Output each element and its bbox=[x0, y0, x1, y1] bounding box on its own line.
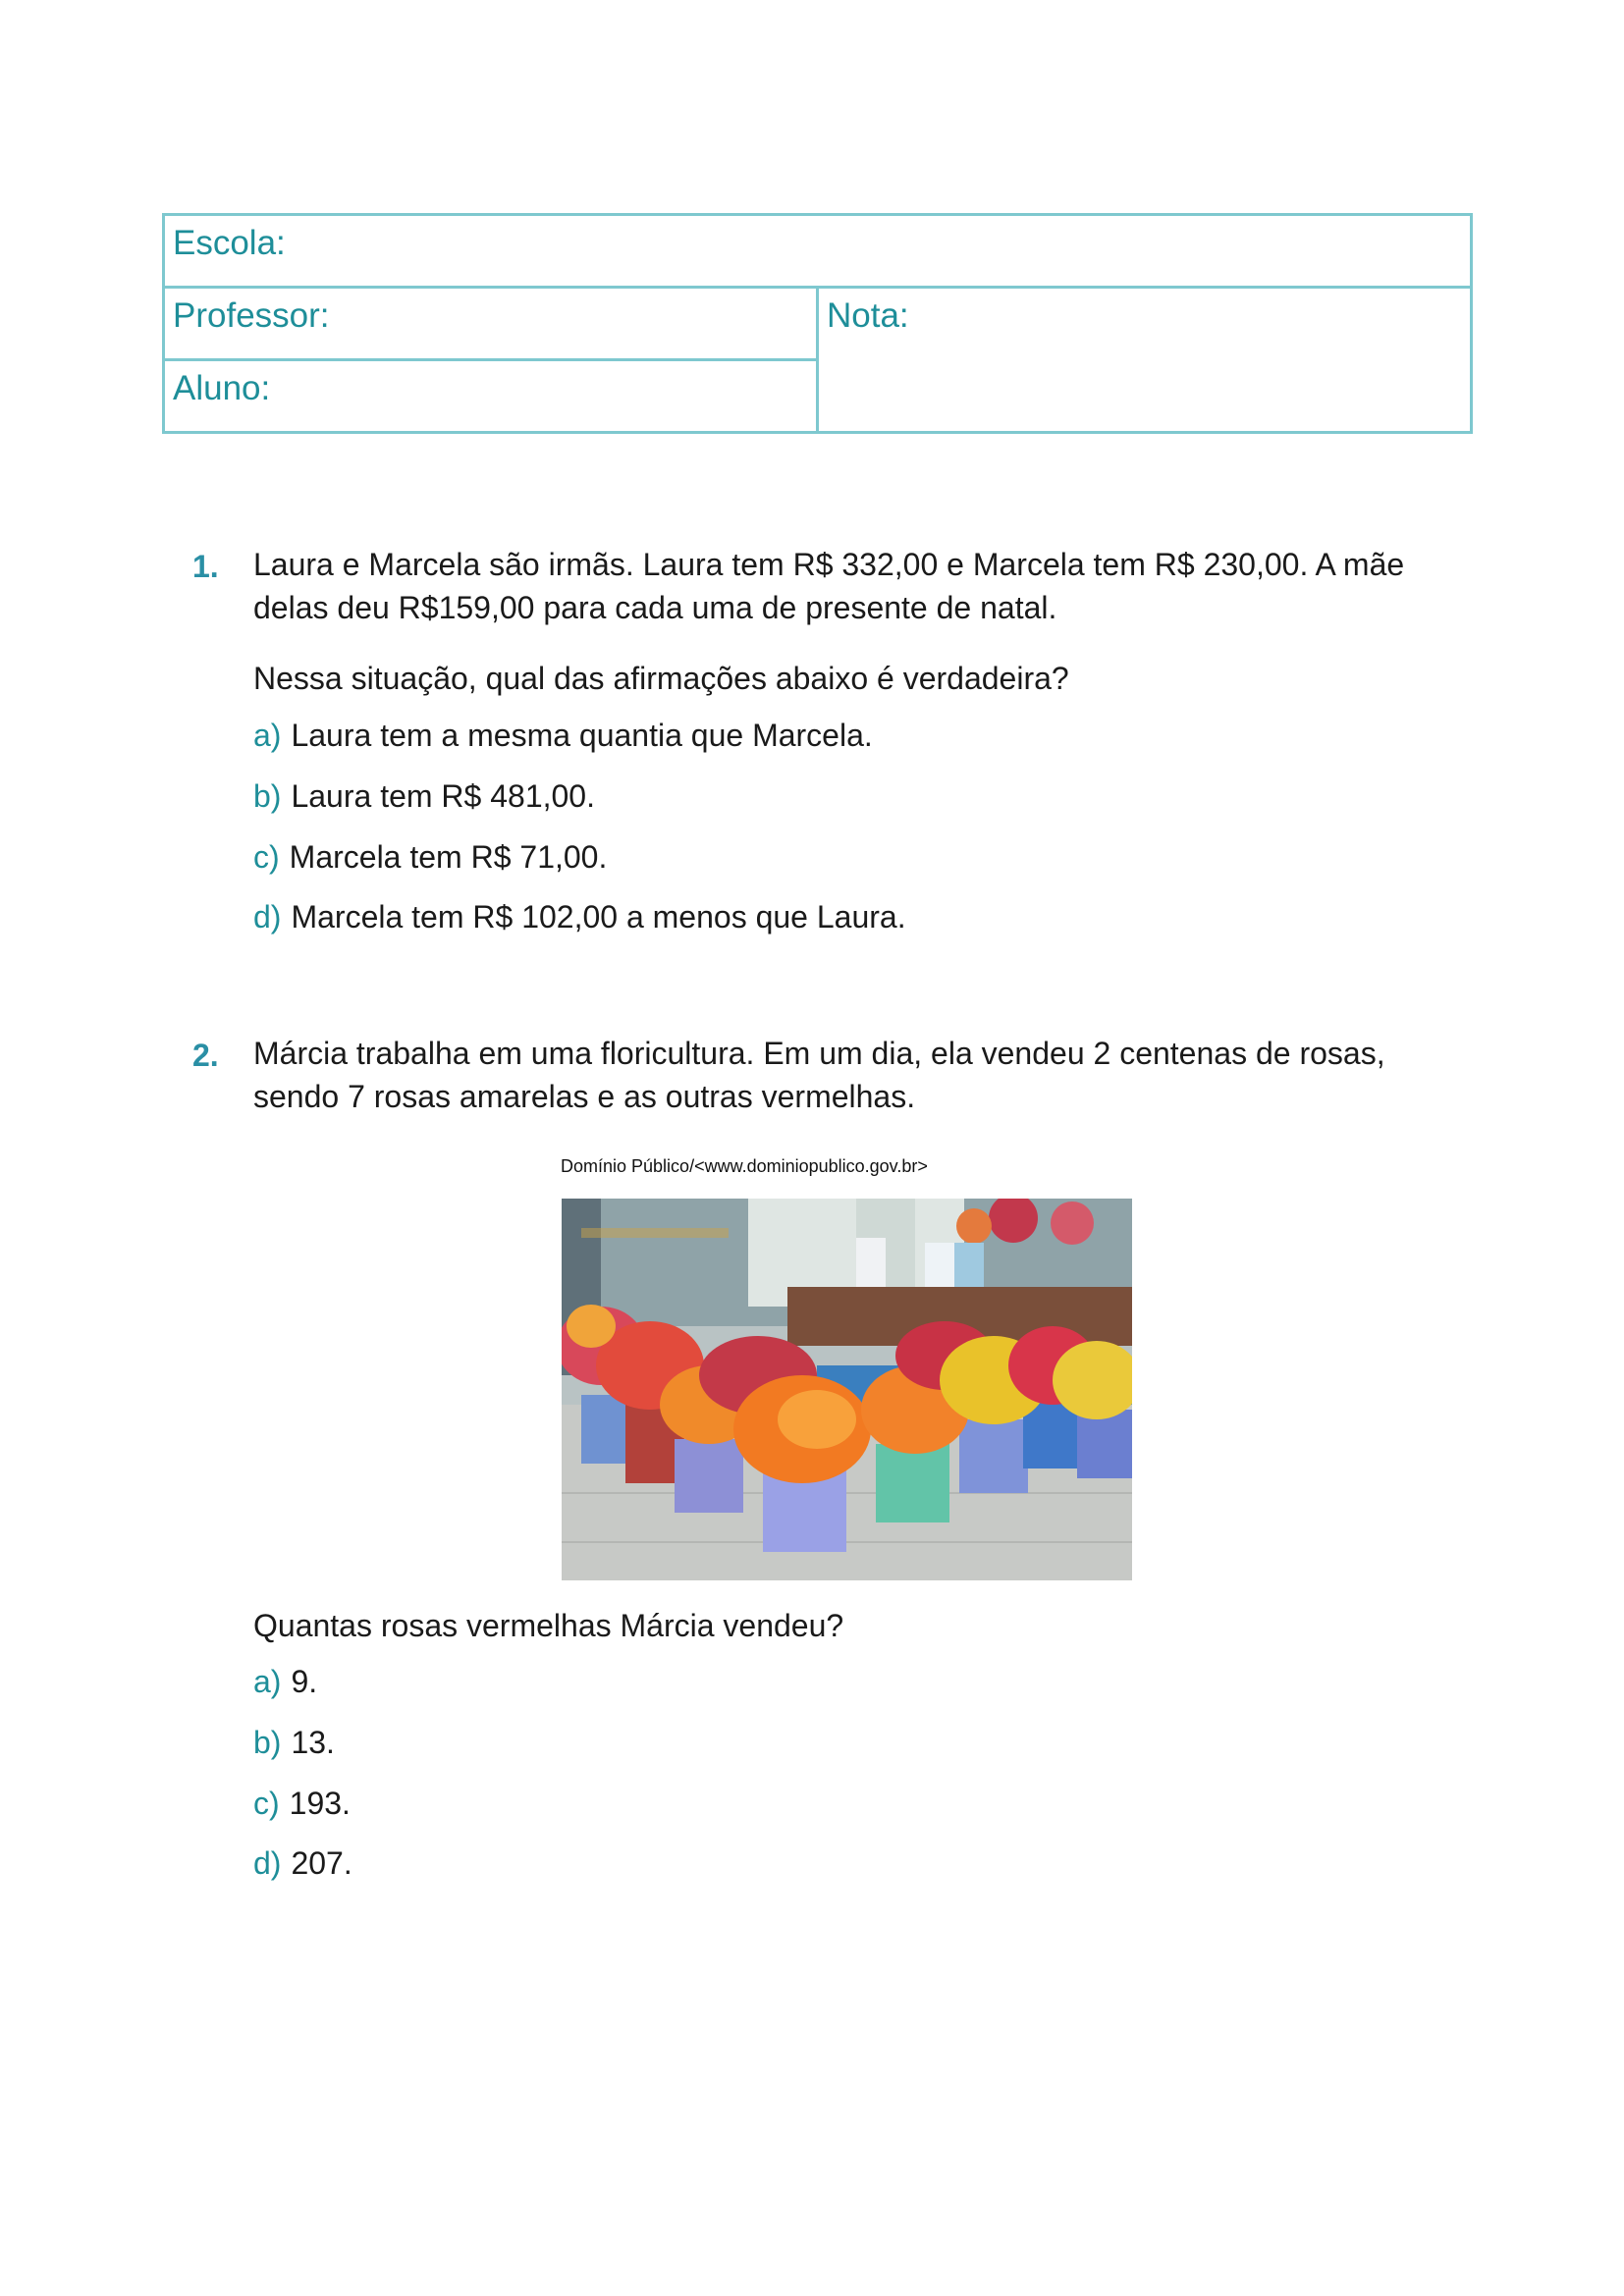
option-b[interactable] bbox=[253, 1721, 335, 1764]
question-text-line: sendo 7 rosas amarelas e as outras vermelhas. bbox=[253, 1079, 916, 1114]
option-text: Marcela tem R$ 102,00 a menos que Laura. bbox=[291, 899, 906, 934]
option-letter: a) bbox=[253, 1664, 282, 1699]
question-text-line: delas deu R$159,00 para cada uma de presente de natal. bbox=[253, 590, 1057, 625]
option-text: 13. bbox=[291, 1725, 335, 1760]
option-letter: a) bbox=[253, 718, 282, 753]
option-text: Laura tem a mesma quantia que Marcela. bbox=[291, 718, 873, 753]
question-text-line: Laura e Marcela são irmãs. Laura tem R$ 332,00 e Marcela tem R$ 230,00. A mãe bbox=[253, 547, 1405, 582]
question-text bbox=[253, 543, 1471, 629]
escola-field[interactable] bbox=[164, 215, 1472, 288]
option-text: 193. bbox=[289, 1786, 351, 1821]
flower-buckets-photo bbox=[562, 1199, 1132, 1580]
image-credit: Domínio Público/<www.dominiopublico.gov.br> bbox=[561, 1156, 928, 1176]
nota-field[interactable] bbox=[818, 288, 1472, 433]
option-c[interactable] bbox=[253, 835, 607, 879]
option-d[interactable] bbox=[253, 895, 906, 938]
aluno-label: Aluno: bbox=[173, 369, 271, 407]
option-letter: d) bbox=[253, 1845, 282, 1881]
nota-label: Nota: bbox=[827, 296, 909, 335]
option-letter: b) bbox=[253, 778, 282, 814]
question-number: 1. bbox=[192, 549, 219, 584]
question-text-line: Márcia trabalha em uma floricultura. Em um dia, ela vendeu 2 centenas de rosas, bbox=[253, 1036, 1385, 1071]
option-a[interactable] bbox=[253, 714, 873, 757]
question-text bbox=[253, 1032, 1471, 1118]
option-letter: c) bbox=[253, 839, 280, 875]
header-table bbox=[162, 213, 1473, 434]
option-a[interactable] bbox=[253, 1660, 317, 1703]
question-number: 2. bbox=[192, 1038, 219, 1073]
aluno-field[interactable] bbox=[164, 360, 818, 433]
question-prompt: Nessa situação, qual das afirmações abaixo é verdadeira? bbox=[253, 661, 1069, 696]
option-d[interactable] bbox=[253, 1842, 352, 1885]
option-b[interactable] bbox=[253, 774, 595, 818]
professor-field[interactable] bbox=[164, 288, 818, 360]
option-text: 9. bbox=[291, 1664, 318, 1699]
option-letter: c) bbox=[253, 1786, 280, 1821]
professor-label: Professor: bbox=[173, 296, 330, 335]
option-c[interactable] bbox=[253, 1782, 351, 1825]
option-text: Marcela tem R$ 71,00. bbox=[289, 839, 608, 875]
option-letter: b) bbox=[253, 1725, 282, 1760]
question-prompt: Quantas rosas vermelhas Márcia vendeu? bbox=[253, 1608, 844, 1643]
option-text: 207. bbox=[291, 1845, 352, 1881]
escola-label: Escola: bbox=[173, 224, 286, 262]
option-text: Laura tem R$ 481,00. bbox=[291, 778, 595, 814]
option-letter: d) bbox=[253, 899, 282, 934]
